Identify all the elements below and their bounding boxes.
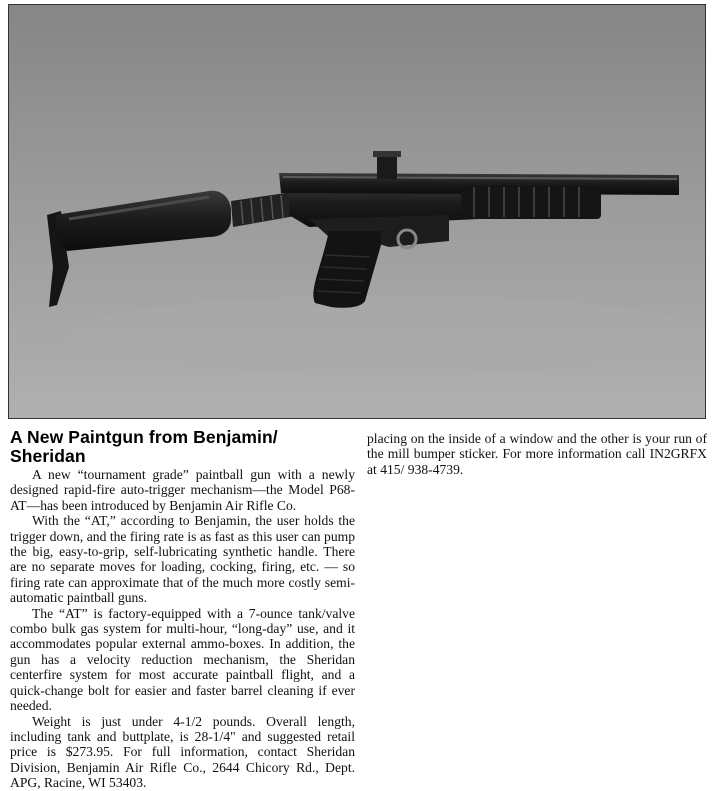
article-body-right [367, 431, 707, 477]
paintgun-photo [8, 4, 706, 419]
right-column-text: placing on the inside of a window and the other is your run of the mill bumper sticker. For more information call IN2GRFX at 415/ 938-4739. [367, 431, 707, 477]
paragraph-2: With the “AT,” according to Benjamin, the user holds the trigger down, and the firing rate is as fast as this user can pump the big, easy-to-grip, self-lubricating synthetic handle. There are no separate moves for loading, cocking, firing, etc. — so firing rate can approximate that of the much more costly semi-automatic paintball guns. [10, 513, 355, 606]
article-body-left [10, 467, 355, 791]
paragraph-3: The “AT” is factory-equipped with a 7-ounce tank/valve combo bulk gas system for multi-hour, “long-day” use, and it accommodates popular external ammo-boxes. In addition, the gun has a velocity reduction mechanism, the Sheridan centerfire system for most accurate paintball flight, and a quick-change bolt for easier and faster barrel cleaning if ever needed. [10, 605, 355, 714]
headline: A New Paintgun from Benjamin/ Sheridan [10, 427, 278, 466]
paragraph-4: Weight is just under 4-1/2 pounds. Overall length, including tank and buttplate, is 28-1/4" and suggested retail price is $273.95. For full information, contact Sheridan Division, Benjamin Air Rifle Co., 2644 Chicory Rd., Dept. APG, Racine, WI 53403. [10, 713, 355, 791]
paragraph-1: A new “tournament grade” paintball gun with a newly designed rapid-fire auto-trigger mechanism—the Model P68-AT—has been introduced by Benjamin Air Rifle Co. [10, 467, 355, 513]
